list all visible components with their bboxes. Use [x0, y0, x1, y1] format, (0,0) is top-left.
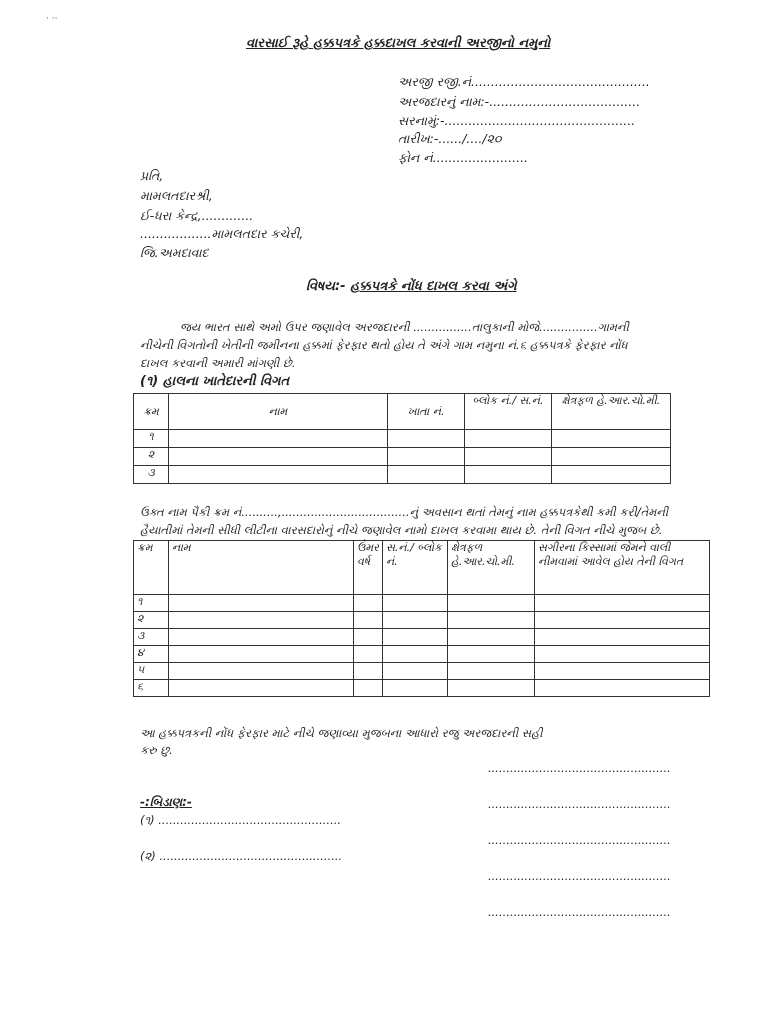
account-cell[interactable]	[388, 430, 465, 448]
name-cell[interactable]	[169, 629, 354, 646]
name-cell[interactable]	[169, 595, 354, 612]
table-row	[134, 448, 671, 466]
table-row	[134, 466, 671, 484]
guardian-cell[interactable]	[535, 629, 710, 646]
attachment-item[interactable]: (૧) ..................................................	[140, 813, 342, 827]
age-cell[interactable]	[354, 629, 383, 646]
subject-line	[306, 279, 517, 294]
age-cell[interactable]	[354, 663, 383, 680]
area-cell[interactable]	[552, 466, 671, 484]
row-serial: ૫	[134, 663, 169, 680]
area-cell[interactable]	[448, 646, 535, 663]
name-cell[interactable]	[169, 430, 388, 448]
scan-mark: · ··	[46, 14, 58, 24]
row-serial: ૩	[134, 629, 169, 646]
block-cell[interactable]	[465, 466, 552, 484]
name-cell[interactable]	[169, 612, 354, 629]
age-cell[interactable]	[354, 680, 383, 697]
survey-cell[interactable]	[383, 680, 448, 697]
table-row	[134, 595, 710, 612]
table-row	[134, 629, 710, 646]
addressee-line: પ્રતિ,	[140, 168, 164, 183]
row-serial: ૪	[134, 646, 169, 663]
addressee-line: જિ.અમદાવાદ	[140, 245, 209, 260]
attachment-item[interactable]: (૨) ..................................................	[140, 849, 343, 863]
address-field[interactable]: સરનામું:-................................................	[398, 113, 636, 128]
signature-line[interactable]: ..................................................	[488, 797, 671, 811]
survey-cell[interactable]	[383, 612, 448, 629]
paragraph-line: ઉક્ત નામ પૈકી ક્રમ નં..........,...................................નું અવસાન થતાં તેમનું નામ હક્કપત્રકેથી કમી કરી/તેમની	[140, 505, 669, 519]
area-cell[interactable]	[448, 680, 535, 697]
heirs-table	[133, 540, 710, 697]
addressee-line: ..................મામલતદાર કચેરી,	[140, 226, 304, 241]
age-cell[interactable]	[354, 612, 383, 629]
area-cell[interactable]	[448, 663, 535, 680]
area-cell[interactable]	[448, 595, 535, 612]
guardian-cell[interactable]	[535, 612, 710, 629]
table-row	[134, 612, 710, 629]
addressee-line: ઈ-ધરા કેન્દ્ર,.............	[140, 208, 254, 223]
page-title: વારસાઈ રૂહે હક્કપત્રકે હક્કદાખલ કરવાની અરજીનો નમુનો	[246, 36, 551, 51]
block-cell[interactable]	[465, 430, 552, 448]
application-number-field[interactable]: અરજી રજી.નં.............................................	[398, 74, 650, 89]
table-row	[134, 646, 710, 663]
name-cell[interactable]	[169, 663, 354, 680]
paragraph-line: દાખલ કરવાની અમારી માંગણી છે.	[140, 356, 296, 370]
row-serial: ૨	[134, 448, 169, 466]
table-row	[134, 430, 671, 448]
name-cell[interactable]	[169, 680, 354, 697]
area-cell[interactable]	[448, 629, 535, 646]
age-cell[interactable]	[354, 646, 383, 663]
subject-label: વિષય:-	[306, 279, 346, 294]
paragraph-line: આ હક્કપત્રકની નોંધ ફેરફાર માટે નીચે જણાવ્યા મુજબના આધારો રજુ અરજદારની સહી	[140, 726, 543, 740]
row-serial: ૨	[134, 612, 169, 629]
col-header-serial: ક્રમ	[134, 394, 169, 430]
applicant-name-field[interactable]: અરજદારનું નામ:-......................................	[398, 94, 641, 109]
col-header-area: ક્ષેત્રફળ હે.આર.ચો.મી.	[448, 541, 535, 595]
table-row	[134, 680, 710, 697]
paragraph-line: જય ભારત સાથે અમો ઉપર જણાવેલ અરજદારની ................તાલુકાની મોજે................ગામની	[180, 320, 629, 334]
age-cell[interactable]	[354, 595, 383, 612]
row-serial: ૧	[134, 595, 169, 612]
signature-line[interactable]: ..................................................	[488, 833, 671, 847]
date-field[interactable]: તારીખ:-....../..../૨૦	[398, 131, 502, 146]
survey-cell[interactable]	[383, 629, 448, 646]
col-header-survey-no: સ.નં./ બ્લોક નં.	[383, 541, 448, 595]
row-serial: ૬	[134, 680, 169, 697]
col-header-name: નામ	[169, 394, 388, 430]
col-header-age: ઉંમર વર્ષ	[354, 541, 383, 595]
name-cell[interactable]	[169, 646, 354, 663]
paragraph-line: હૈયાતીમાં તેમની સીધી લીટીના વારસદારોનું નીચે જણાવેલ નામો દાખલ કરવામા થાય છે. તેની વિગત નીચે મુજબ છે.	[140, 523, 663, 537]
guardian-cell[interactable]	[535, 663, 710, 680]
phone-field[interactable]: ફોન નં........................	[398, 150, 529, 165]
col-header-serial: ક્રમ	[134, 541, 169, 595]
col-header-account-no: ખાતા નં.	[388, 394, 465, 430]
paragraph-line: નીચેની વિગતોની ખેતીની જમીનના હક્કમાં ફેરફાર થતો હોય તે અંગે ગામ નમુના નં.૬ હક્કપત્રકે ફેરફાર નોંધ	[140, 338, 628, 352]
name-cell[interactable]	[169, 466, 388, 484]
survey-cell[interactable]	[383, 663, 448, 680]
block-cell[interactable]	[465, 448, 552, 466]
area-cell[interactable]	[448, 612, 535, 629]
signature-line[interactable]: ..................................................	[488, 761, 671, 775]
current-holder-table	[133, 393, 671, 484]
guardian-cell[interactable]	[535, 680, 710, 697]
guardian-cell[interactable]	[535, 646, 710, 663]
survey-cell[interactable]	[383, 595, 448, 612]
name-cell[interactable]	[169, 448, 388, 466]
row-serial: ૧	[134, 430, 169, 448]
area-cell[interactable]	[552, 430, 671, 448]
signature-line[interactable]: ..................................................	[488, 869, 671, 883]
signature-line[interactable]: ..................................................	[488, 905, 671, 919]
account-cell[interactable]	[388, 448, 465, 466]
row-serial: ૩	[134, 466, 169, 484]
guardian-cell[interactable]	[535, 595, 710, 612]
area-cell[interactable]	[552, 448, 671, 466]
section1-title: (૧) હાલના ખાતેદારની વિગત	[140, 374, 290, 389]
col-header-area: ક્ષેત્રફળ હે.આર.ચો.મી.	[552, 394, 671, 430]
account-cell[interactable]	[388, 466, 465, 484]
addressee-line: મામલતદારશ્રી,	[140, 188, 213, 203]
col-header-guardian: સગીરના કિસ્સામાં જેમને વાલી નીમવામાં આવેલ હોય તેની વિગત	[535, 541, 710, 595]
paragraph-line: કરુ છુ.	[140, 743, 173, 757]
subject-text: હક્કપત્રકે નોંધ દાખલ કરવા અંગે	[350, 279, 517, 294]
col-header-name: નામ	[169, 541, 354, 595]
col-header-block-no: બ્લોક નં./ સ.નં.	[465, 394, 552, 430]
survey-cell[interactable]	[383, 646, 448, 663]
table-row	[134, 663, 710, 680]
attachments-title: -:બિડાણ:-	[140, 795, 192, 809]
